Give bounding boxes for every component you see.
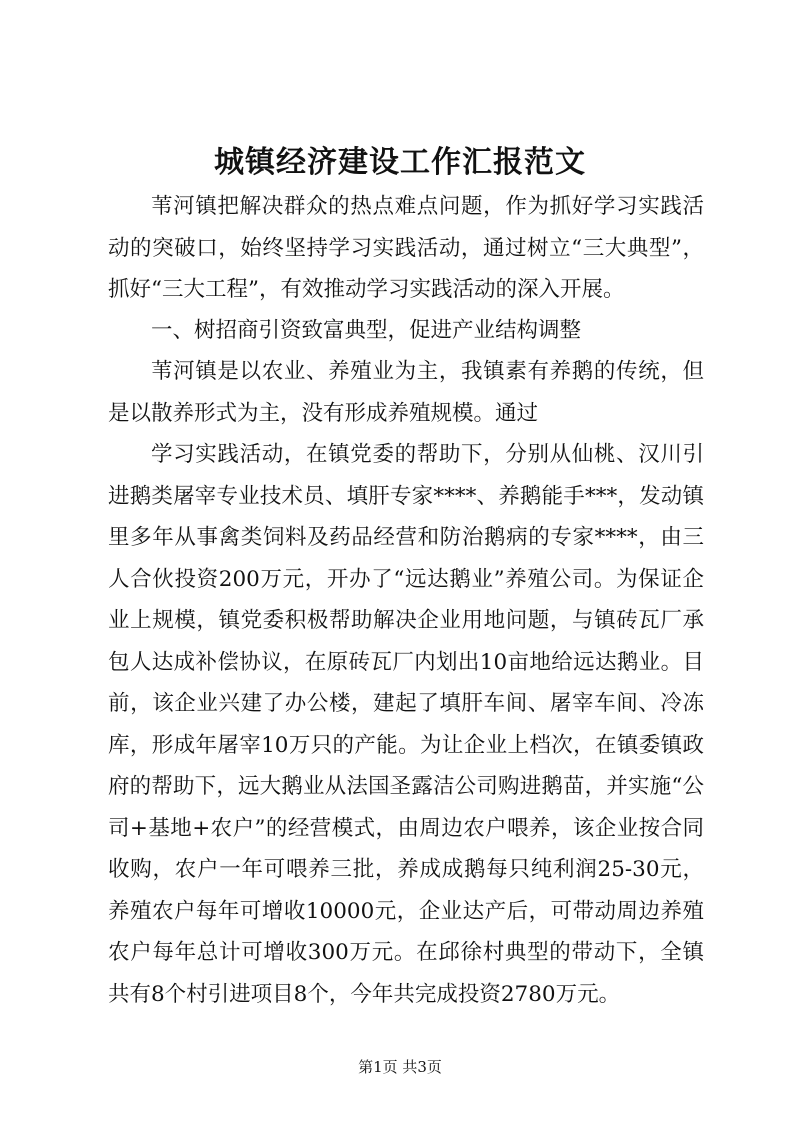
page-footer: 第1页 共3页 [358,1058,442,1076]
paragraph-intro: 苇河镇把解决群众的热点难点问题，作为抓好学习实践活动的突破口，始终坚持学习实践活动，通过树立“三大典型”，抓好“三大工程”，有效推动学习实践活动的深入开展。 [108,194,704,302]
document-title: 城镇经济建设工作汇报范文 [214,145,586,180]
paragraph-details: 学习实践活动，在镇党委的帮助下，分别从仙桃、汉川引进鹅类屠宰专业技术员、填肝专家****、养鹅能手***，发动镇里多年从事禽类饲料及药品经营和防治鹅病的专家****，由三人合伙投资200万元，开办了“远达鹅业”养殖公司。为保证企业上规模，镇党委积极帮助解决企业用地问题，与镇砖瓦厂承包人达成补偿协议，在原砖瓦厂内划出10亩地给远达鹅业。目前，该企业兴建了办公楼，建起了填肝车间、屠宰车间、冷冻库，形成年屠宰10万只的产能。为让企业上档次，在镇委镇政府的帮助下，远大鹅业从法国圣露洁公司购进鹅苗，并实施“公司+基地+农户”的经营模式，由周边农户喂养，该企业按合同收购，农户一年可喂养三批，养成成鹅每只纯利润25-30元，养殖农户每年可增收10000元，企业达产后，可带动周边养殖农户每年总计可增收300万元。在邱徐村典型的带动下，全镇共有8个村引进项目8个，今年共完成投资2780万元。 [108,442,704,1007]
section-heading: 一、树招商引资致富典型，促进产业结构调整 [151,318,582,343]
paragraph-background: 苇河镇是以农业、养殖业为主，我镇素有养鹅的传统，但是以散养形式为主，没有形成养殖规模。通过 [108,359,704,426]
